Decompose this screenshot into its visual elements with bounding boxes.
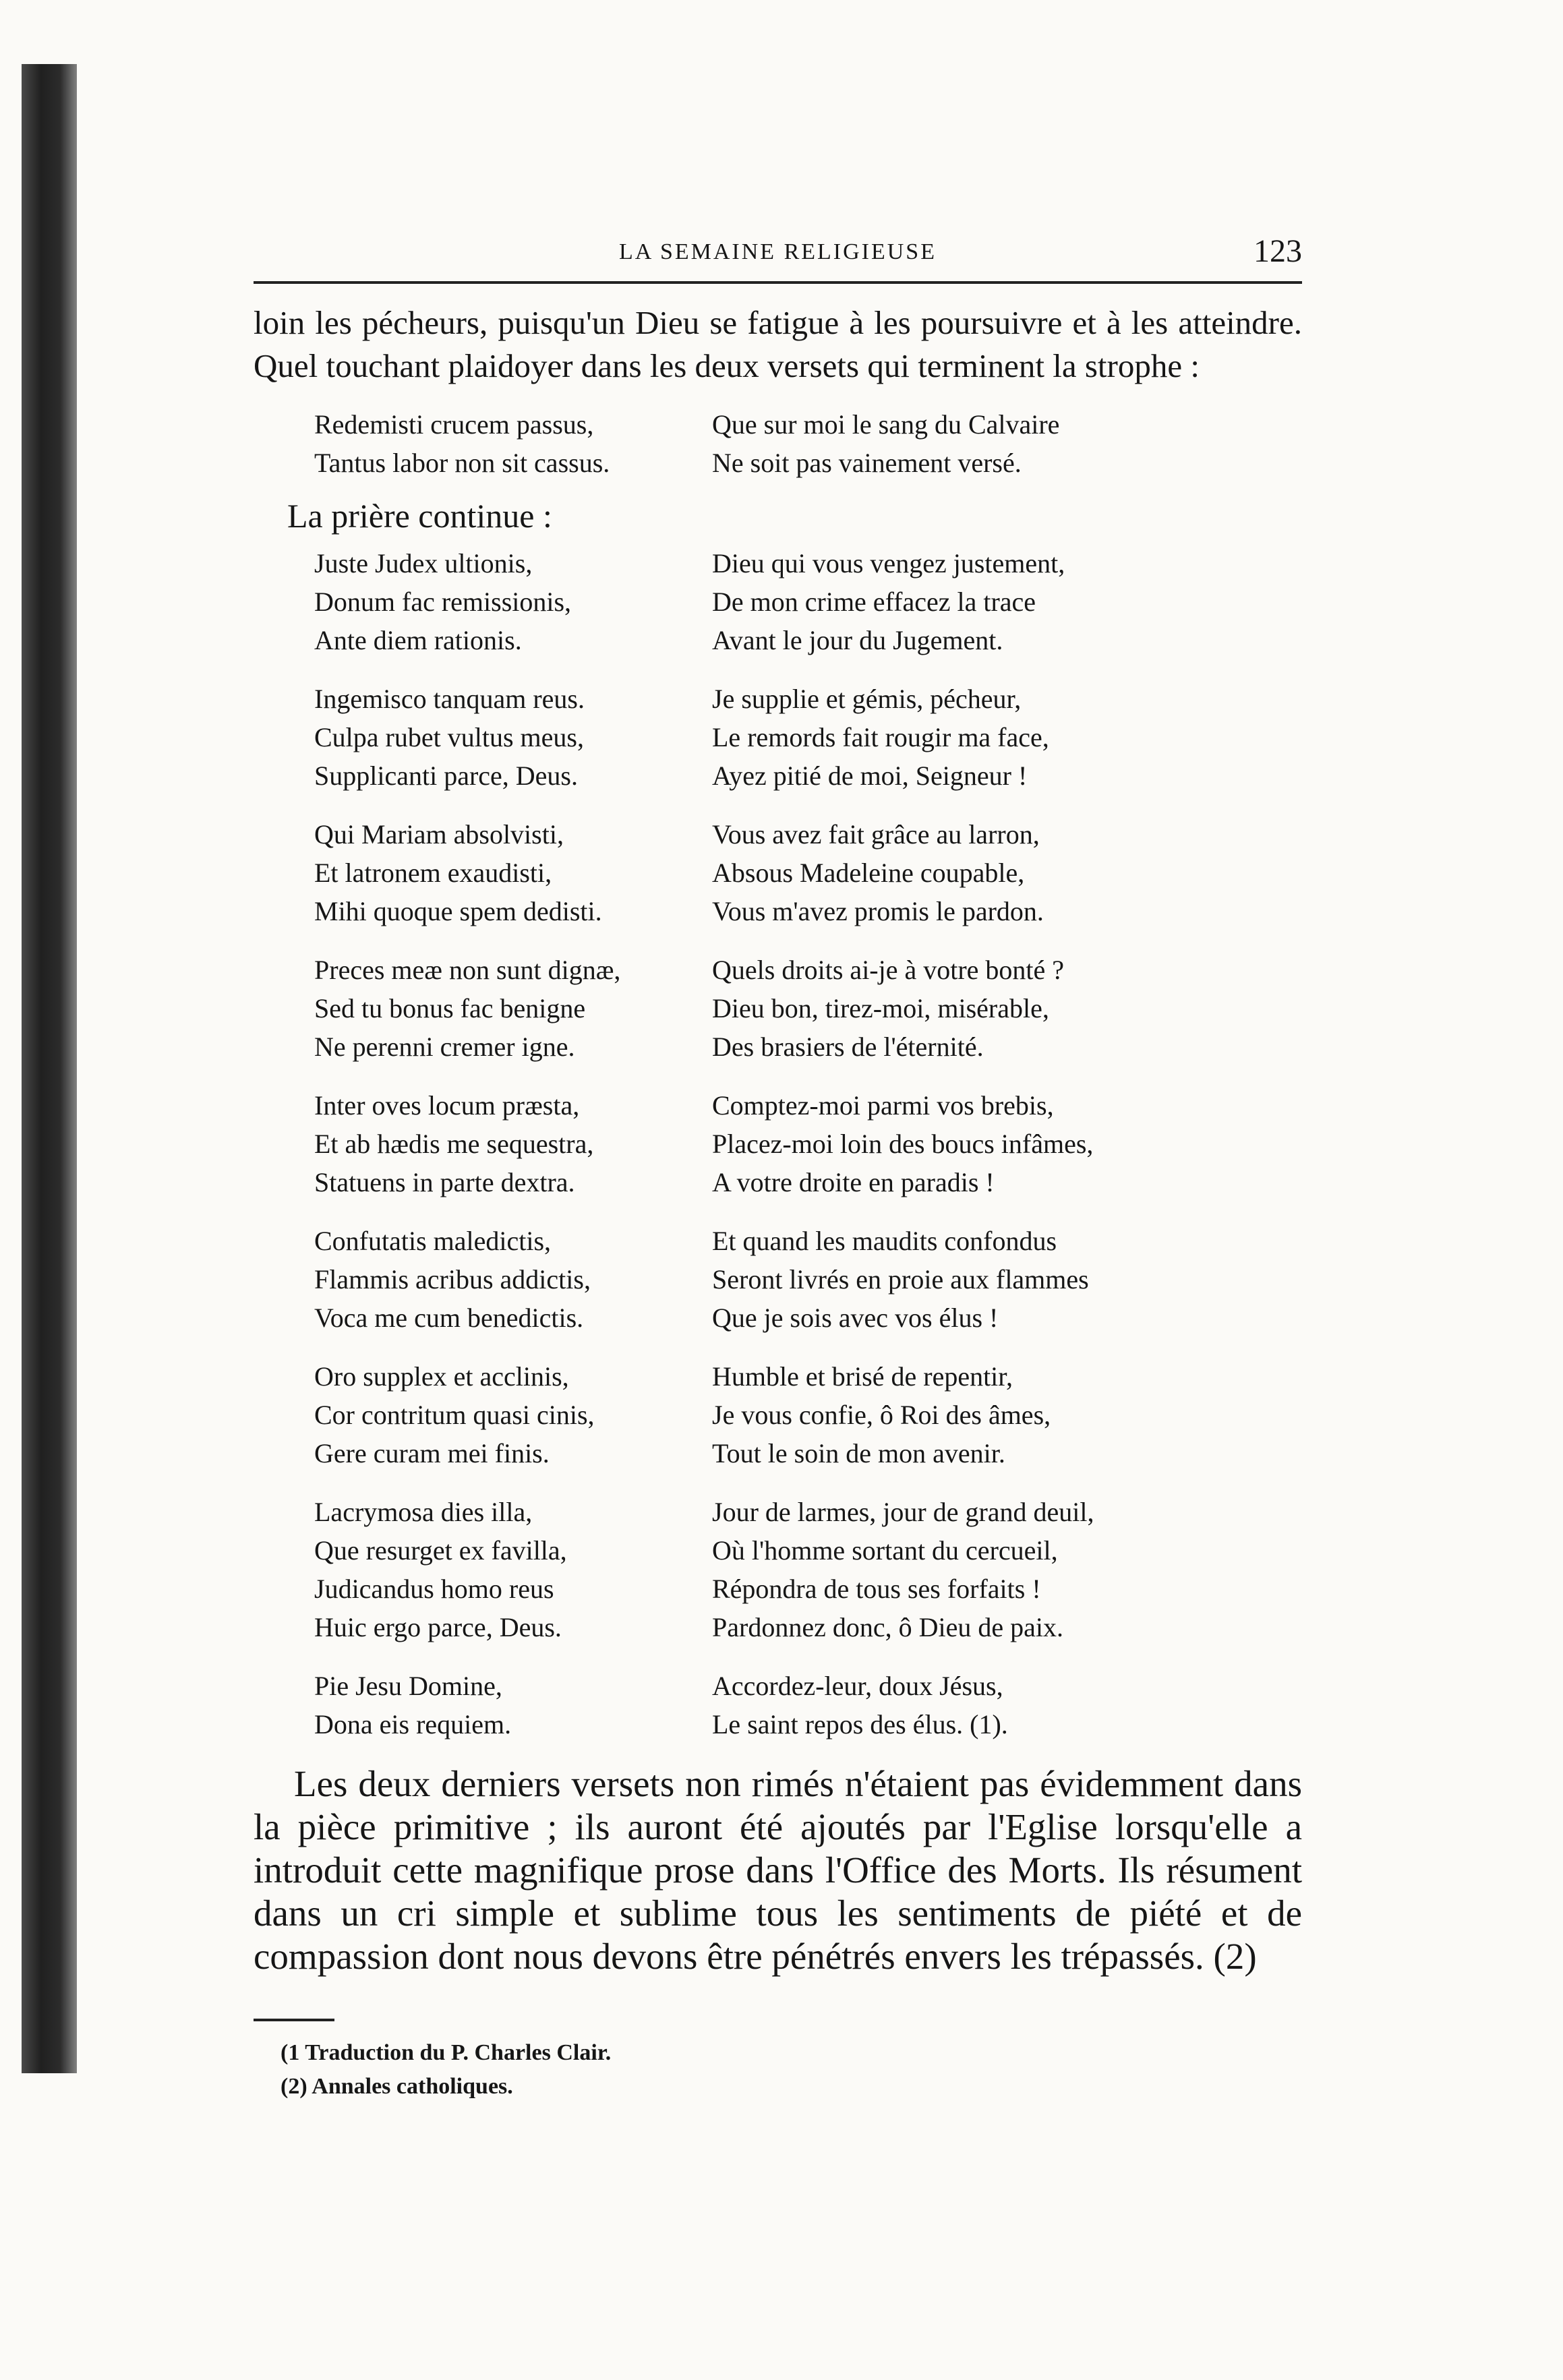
verse-row: [254, 1163, 1302, 1201]
latin-verse: Confutatis maledictis,: [314, 1226, 552, 1256]
latin-verse: Tantus labor non sit cassus.: [314, 448, 610, 478]
verse-row: [254, 1531, 1302, 1570]
latin-verse: Que resurget ex favilla,: [314, 1535, 567, 1566]
latin-verse: Juste Judex ultionis,: [314, 548, 533, 578]
footnote: (2) Annales catholiques.: [281, 2074, 513, 2099]
stanza: [254, 815, 1302, 930]
latin-verse: Ingemisco tanquam reus.: [314, 684, 585, 714]
latin-verse: Lacrymosa dies illa,: [314, 1497, 533, 1527]
book-page: [254, 233, 1302, 2104]
verse-row: [254, 1396, 1302, 1434]
latin-verse: Sed tu bonus fac benigne: [314, 993, 586, 1023]
verse-row: [254, 854, 1302, 892]
verse-row: [254, 989, 1302, 1028]
stanza: [254, 405, 1302, 482]
french-verse: Et quand les maudits confondus: [712, 1226, 1057, 1256]
french-verse: Que sur moi le sang du Calvaire: [712, 409, 1060, 440]
verse-row: [254, 1299, 1302, 1337]
latin-verse: Inter oves locum præsta,: [314, 1090, 580, 1121]
verse-row: [254, 1570, 1302, 1608]
french-verse: Humble et brisé de repentir,: [712, 1361, 1013, 1392]
french-verse: Pardonnez donc, ô Dieu de paix.: [712, 1612, 1063, 1642]
latin-verse: Culpa rubet vultus meus,: [314, 722, 584, 752]
french-verse: De mon crime effacez la trace: [712, 587, 1036, 617]
footnote-divider: [254, 2019, 334, 2021]
french-verse: Ne soit pas vainement versé.: [712, 448, 1022, 478]
french-verse: Comptez-moi parmi vos brebis,: [712, 1090, 1054, 1121]
french-verse: Dieu bon, tirez-moi, misérable,: [712, 993, 1049, 1023]
french-verse: Quels droits ai-je à votre bonté ?: [712, 955, 1065, 985]
latin-verse: Gere curam mei finis.: [314, 1438, 550, 1468]
verse-row: [254, 1357, 1302, 1396]
stanza: [254, 1222, 1302, 1337]
running-title: LA SEMAINE RELIGIEUSE: [619, 239, 937, 264]
french-verse: Tout le soin de mon avenir.: [712, 1438, 1005, 1468]
running-header: [254, 233, 1302, 284]
french-verse: Je vous confie, ô Roi des âmes,: [712, 1400, 1051, 1430]
verse-row: [254, 756, 1302, 795]
french-verse: Ayez pitié de moi, Seigneur !: [712, 761, 1028, 791]
stanza: [254, 1357, 1302, 1472]
french-verse: Absous Madeleine coupable,: [712, 858, 1025, 888]
french-verse: A votre droite en paradis !: [712, 1167, 995, 1197]
stanza: [254, 544, 1302, 659]
french-verse: Je supplie et gémis, pécheur,: [712, 684, 1022, 714]
stanza: [254, 1667, 1302, 1744]
verse-row: [254, 815, 1302, 854]
french-verse: Accordez-leur, doux Jésus,: [712, 1671, 1003, 1701]
verse-row: [254, 1028, 1302, 1066]
verse-row: [254, 680, 1302, 718]
continue-line: La prière continue :: [287, 497, 552, 535]
latin-verse: Cor contritum quasi cinis,: [314, 1400, 595, 1430]
page-number: 123: [1254, 233, 1302, 269]
latin-verse: Judicandus homo reus: [314, 1574, 554, 1604]
latin-verse: Mihi quoque spem dedisti.: [314, 896, 602, 926]
french-verse: Des brasiers de l'éternité.: [712, 1032, 984, 1062]
stanza: [254, 951, 1302, 1066]
latin-verse: Donum fac remissionis,: [314, 587, 572, 617]
scan-binding-edge: [22, 64, 77, 2073]
verse-row: [254, 1667, 1302, 1705]
latin-verse: Voca me cum benedictis.: [314, 1303, 584, 1333]
french-verse: Que je sois avec vos élus !: [712, 1303, 999, 1333]
verse-row: [254, 1493, 1302, 1531]
latin-verse: Redemisti crucem passus,: [314, 409, 594, 440]
poem-section: [254, 405, 1302, 1744]
latin-verse: Dona eis requiem.: [314, 1709, 512, 1739]
french-verse: Vous m'avez promis le pardon.: [712, 896, 1044, 926]
verse-row: [254, 1608, 1302, 1646]
verse-row: [254, 1222, 1302, 1260]
french-verse: Seront livrés en proie aux flammes: [712, 1264, 1089, 1295]
latin-verse: Et ab hædis me sequestra,: [314, 1129, 594, 1159]
latin-verse: Preces meæ non sunt dignæ,: [314, 955, 621, 985]
closing-paragraph: Les deux derniers versets non rimés n'étaient pas évidemment dans la pièce primitive ; ils auront été ajoutés par l'Eglise lorsqu'elle a introduit cette magnifique prose dans l'Office des Morts. Ils résument dans un cri simple et sublime tous les sentiments de piété et de compassion dont nous devons être pénétrés envers les trépassés. (2): [254, 1763, 1302, 1977]
intro-paragraph: loin les pécheurs, puisqu'un Dieu se fatigue à les poursuivre et à les atteindre. Quel touchant plaidoyer dans les deux versets qui terminent la strophe :: [254, 304, 1302, 384]
verse-row: [254, 444, 1302, 482]
french-verse: Placez-moi loin des boucs infâmes,: [712, 1129, 1094, 1159]
latin-verse: Et latronem exaudisti,: [314, 858, 552, 888]
verse-row: [254, 1086, 1302, 1125]
latin-verse: Oro supplex et acclinis,: [314, 1361, 569, 1392]
verse-row: [254, 892, 1302, 930]
latin-verse: Ne perenni cremer igne.: [314, 1032, 575, 1062]
stanza: [254, 680, 1302, 795]
verse-row: [254, 718, 1302, 756]
french-verse: Le saint repos des élus. (1).: [712, 1709, 1008, 1739]
french-verse: Le remords fait rougir ma face,: [712, 722, 1049, 752]
verse-row: [254, 544, 1302, 583]
french-verse: Vous avez fait grâce au larron,: [712, 819, 1040, 850]
french-verse: Jour de larmes, jour de grand deuil,: [712, 1497, 1094, 1527]
verse-row: [254, 1705, 1302, 1744]
latin-verse: Qui Mariam absolvisti,: [314, 819, 564, 850]
verse-row: [254, 621, 1302, 659]
footnote: (1 Traduction du P. Charles Clair.: [281, 2040, 612, 2065]
french-verse: Où l'homme sortant du cercueil,: [712, 1535, 1058, 1566]
verse-row: [254, 1434, 1302, 1472]
latin-verse: Huic ergo parce, Deus.: [314, 1612, 562, 1642]
french-verse: Avant le jour du Jugement.: [712, 625, 1003, 655]
stanza: [254, 1493, 1302, 1646]
stanza: [254, 1086, 1302, 1201]
french-verse: Répondra de tous ses forfaits !: [712, 1574, 1041, 1604]
latin-verse: Statuens in parte dextra.: [314, 1167, 575, 1197]
latin-verse: Ante diem rationis.: [314, 625, 522, 655]
french-verse: Dieu qui vous vengez justement,: [712, 548, 1065, 578]
footnotes: [254, 2036, 1302, 2104]
verse-row: [254, 951, 1302, 989]
verse-row: [254, 1260, 1302, 1299]
verse-row: [254, 405, 1302, 444]
verse-row: [254, 1125, 1302, 1163]
latin-verse: Supplicanti parce, Deus.: [314, 761, 578, 791]
latin-verse: Flammis acribus addictis,: [314, 1264, 591, 1295]
verse-row: [254, 583, 1302, 621]
latin-verse: Pie Jesu Domine,: [314, 1671, 502, 1701]
